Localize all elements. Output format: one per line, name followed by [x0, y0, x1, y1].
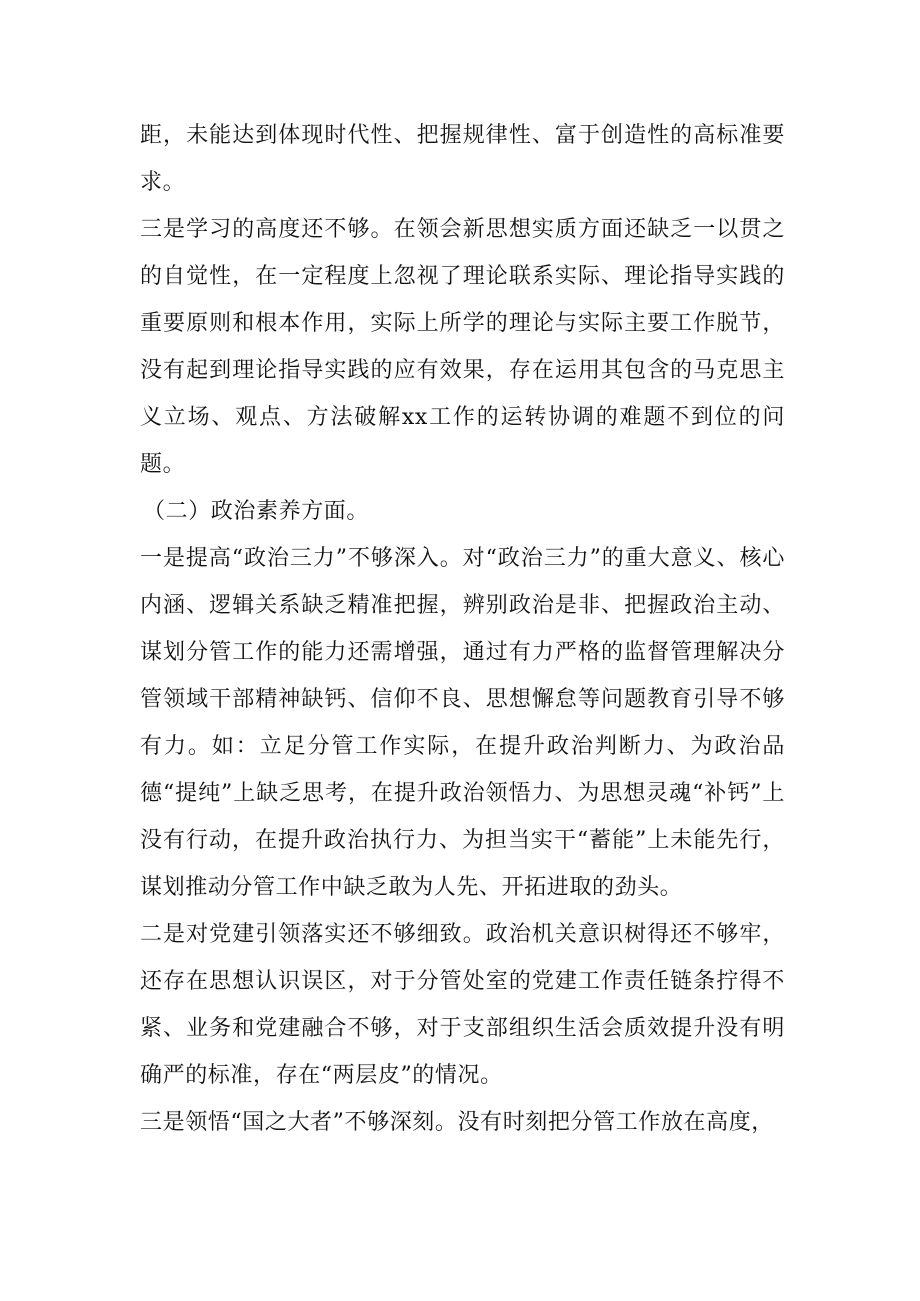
document-body — [140, 112, 785, 1146]
paragraph-party-building: 二是对党建引领落实还不够细致。政治机关意识树得还不够牢，还存在思想认识误区，对于分管处室的党建工作责任链条拧得不紧、业务和党建融合不够，对于支部组织生活会质效提升没有明确严的标准，存在“两层皮”的情况。 — [140, 922, 785, 1088]
section-heading-political-literacy: （二）政治素养方面。 — [143, 499, 370, 524]
paragraph-political-three-abilities: 一是提高“政治三力”不够深入。对“政治三力”的重大意义、核心内涵、逻辑关系缺乏精准把握，辨别政治是非、把握政治主动、谋划分管工作的能力还需增强，通过有力严格的监督管理解决分管领域干部精神缺钙、信仰不良、思想懈怠等问题教育引导不够有力。如：立足分管工作实际，在提升政治判断力、为政治品德“提纯”上缺乏思考，在提升政治领悟力、为思想灵魂“补钙”上没有行动，在提升政治执行力、为担当实干“蓄能”上未能先行，谋划推动分管工作中缺乏敢为人先、开拓进取的劲头。 — [140, 546, 785, 900]
paragraph-learning-height: 三是学习的高度还不够。在领会新思想实质方面还缺乏一以贯之的自觉性，在一定程度上忽视了理论联系实际、理论指导实践的重要原则和根本作用，实际上所学的理论与实际主要工作脱节，没有起到理论指导实践的应有效果，存在运用其包含的马克思主义立场、观点、方法破解xx工作的运转协调的难题不到位的问题。 — [140, 217, 785, 477]
paragraph-continuation: 距，未能达到体现时代性、把握规律性、富于创造性的高标准要求。 — [140, 123, 785, 195]
paragraph-national-priorities: 三是领悟“国之大者”不够深刻。没有时刻把分管工作放在高度， — [140, 1110, 774, 1135]
